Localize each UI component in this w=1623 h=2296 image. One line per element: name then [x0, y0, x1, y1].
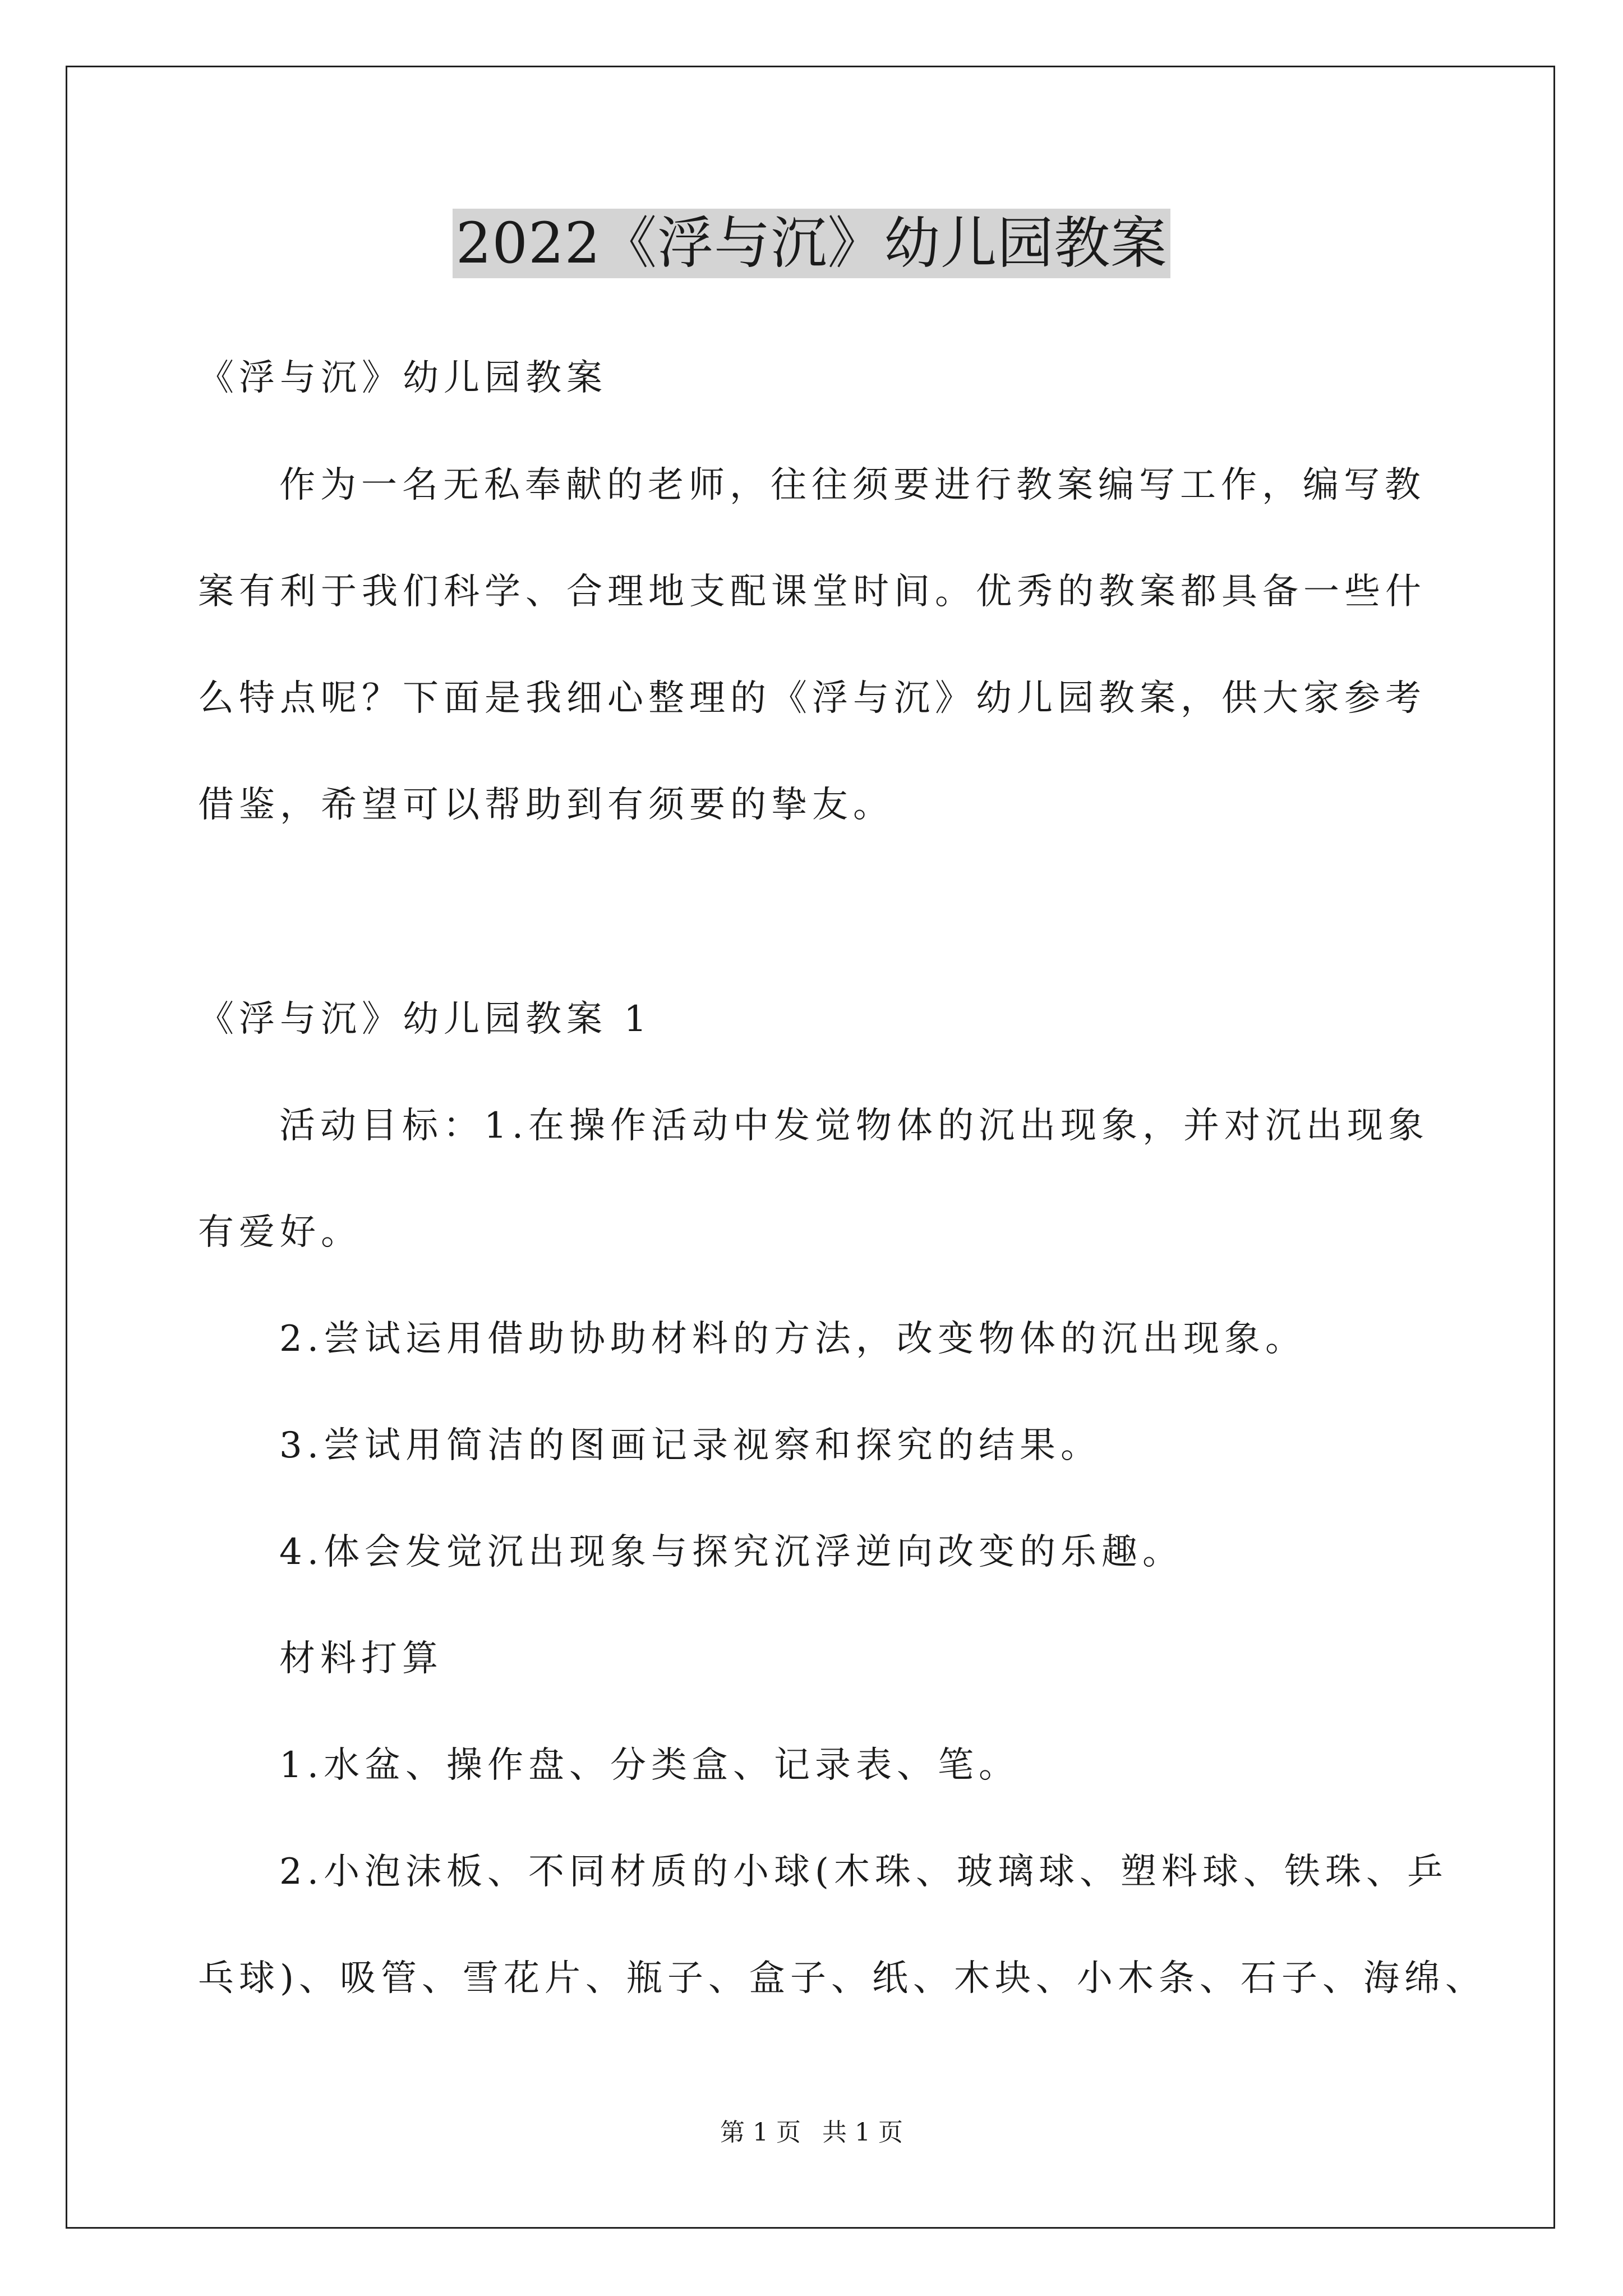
intro-line-3: 么特点呢？下面是我细心整理的《浮与沉》幼儿园教案，供大家参考: [198, 678, 1426, 719]
goal-line-5: 4.体会发觉沉出现象与探究沉浮逆向改变的乐趣。: [279, 1531, 1184, 1573]
goal-line-4: 3.尝试用简洁的图画记录视察和探究的结果。: [279, 1425, 1102, 1466]
title-container: [0, 209, 1623, 278]
subtitle: 《浮与沉》幼儿园教案: [198, 357, 607, 399]
section-heading: 《浮与沉》幼儿园教案 1: [198, 999, 652, 1040]
page-number-total: 共 1 页: [822, 2118, 903, 2147]
page-number-current: 第 1 页: [720, 2118, 801, 2147]
document-title: 2022《浮与沉》幼儿园教案: [453, 209, 1171, 278]
intro-line-1: 作为一名无私奉献的老师，往往须要进行教案编写工作，编写教: [279, 464, 1426, 506]
materials-line-3: 乓球)、吸管、雪花片、瓶子、盒子、纸、木块、小木条、石子、海绵、: [198, 1958, 1486, 1999]
materials-line-2: 2.小泡沫板、不同材质的小球(木珠、玻璃球、塑料球、铁珠、乒: [279, 1851, 1449, 1893]
page-footer: [0, 2117, 1623, 2148]
materials-line-1: 1.水盆、操作盘、分类盒、记录表、笔。: [279, 1745, 1020, 1786]
goal-line-3: 2.尝试运用借助协助材料的方法，改变物体的沉出现象。: [279, 1318, 1307, 1360]
goal-line-1: 活动目标：1.在操作活动中发觉物体的沉出现象，并对沉出现象: [279, 1105, 1430, 1147]
intro-line-4: 借鉴，希望可以帮助到有须要的挚友。: [198, 784, 894, 826]
intro-line-2: 案有利于我们科学、合理地支配课堂时间。优秀的教案都具备一些什: [198, 571, 1426, 613]
goal-line-2: 有爱好。: [198, 1212, 362, 1253]
materials-heading: 材料打算: [279, 1638, 443, 1680]
